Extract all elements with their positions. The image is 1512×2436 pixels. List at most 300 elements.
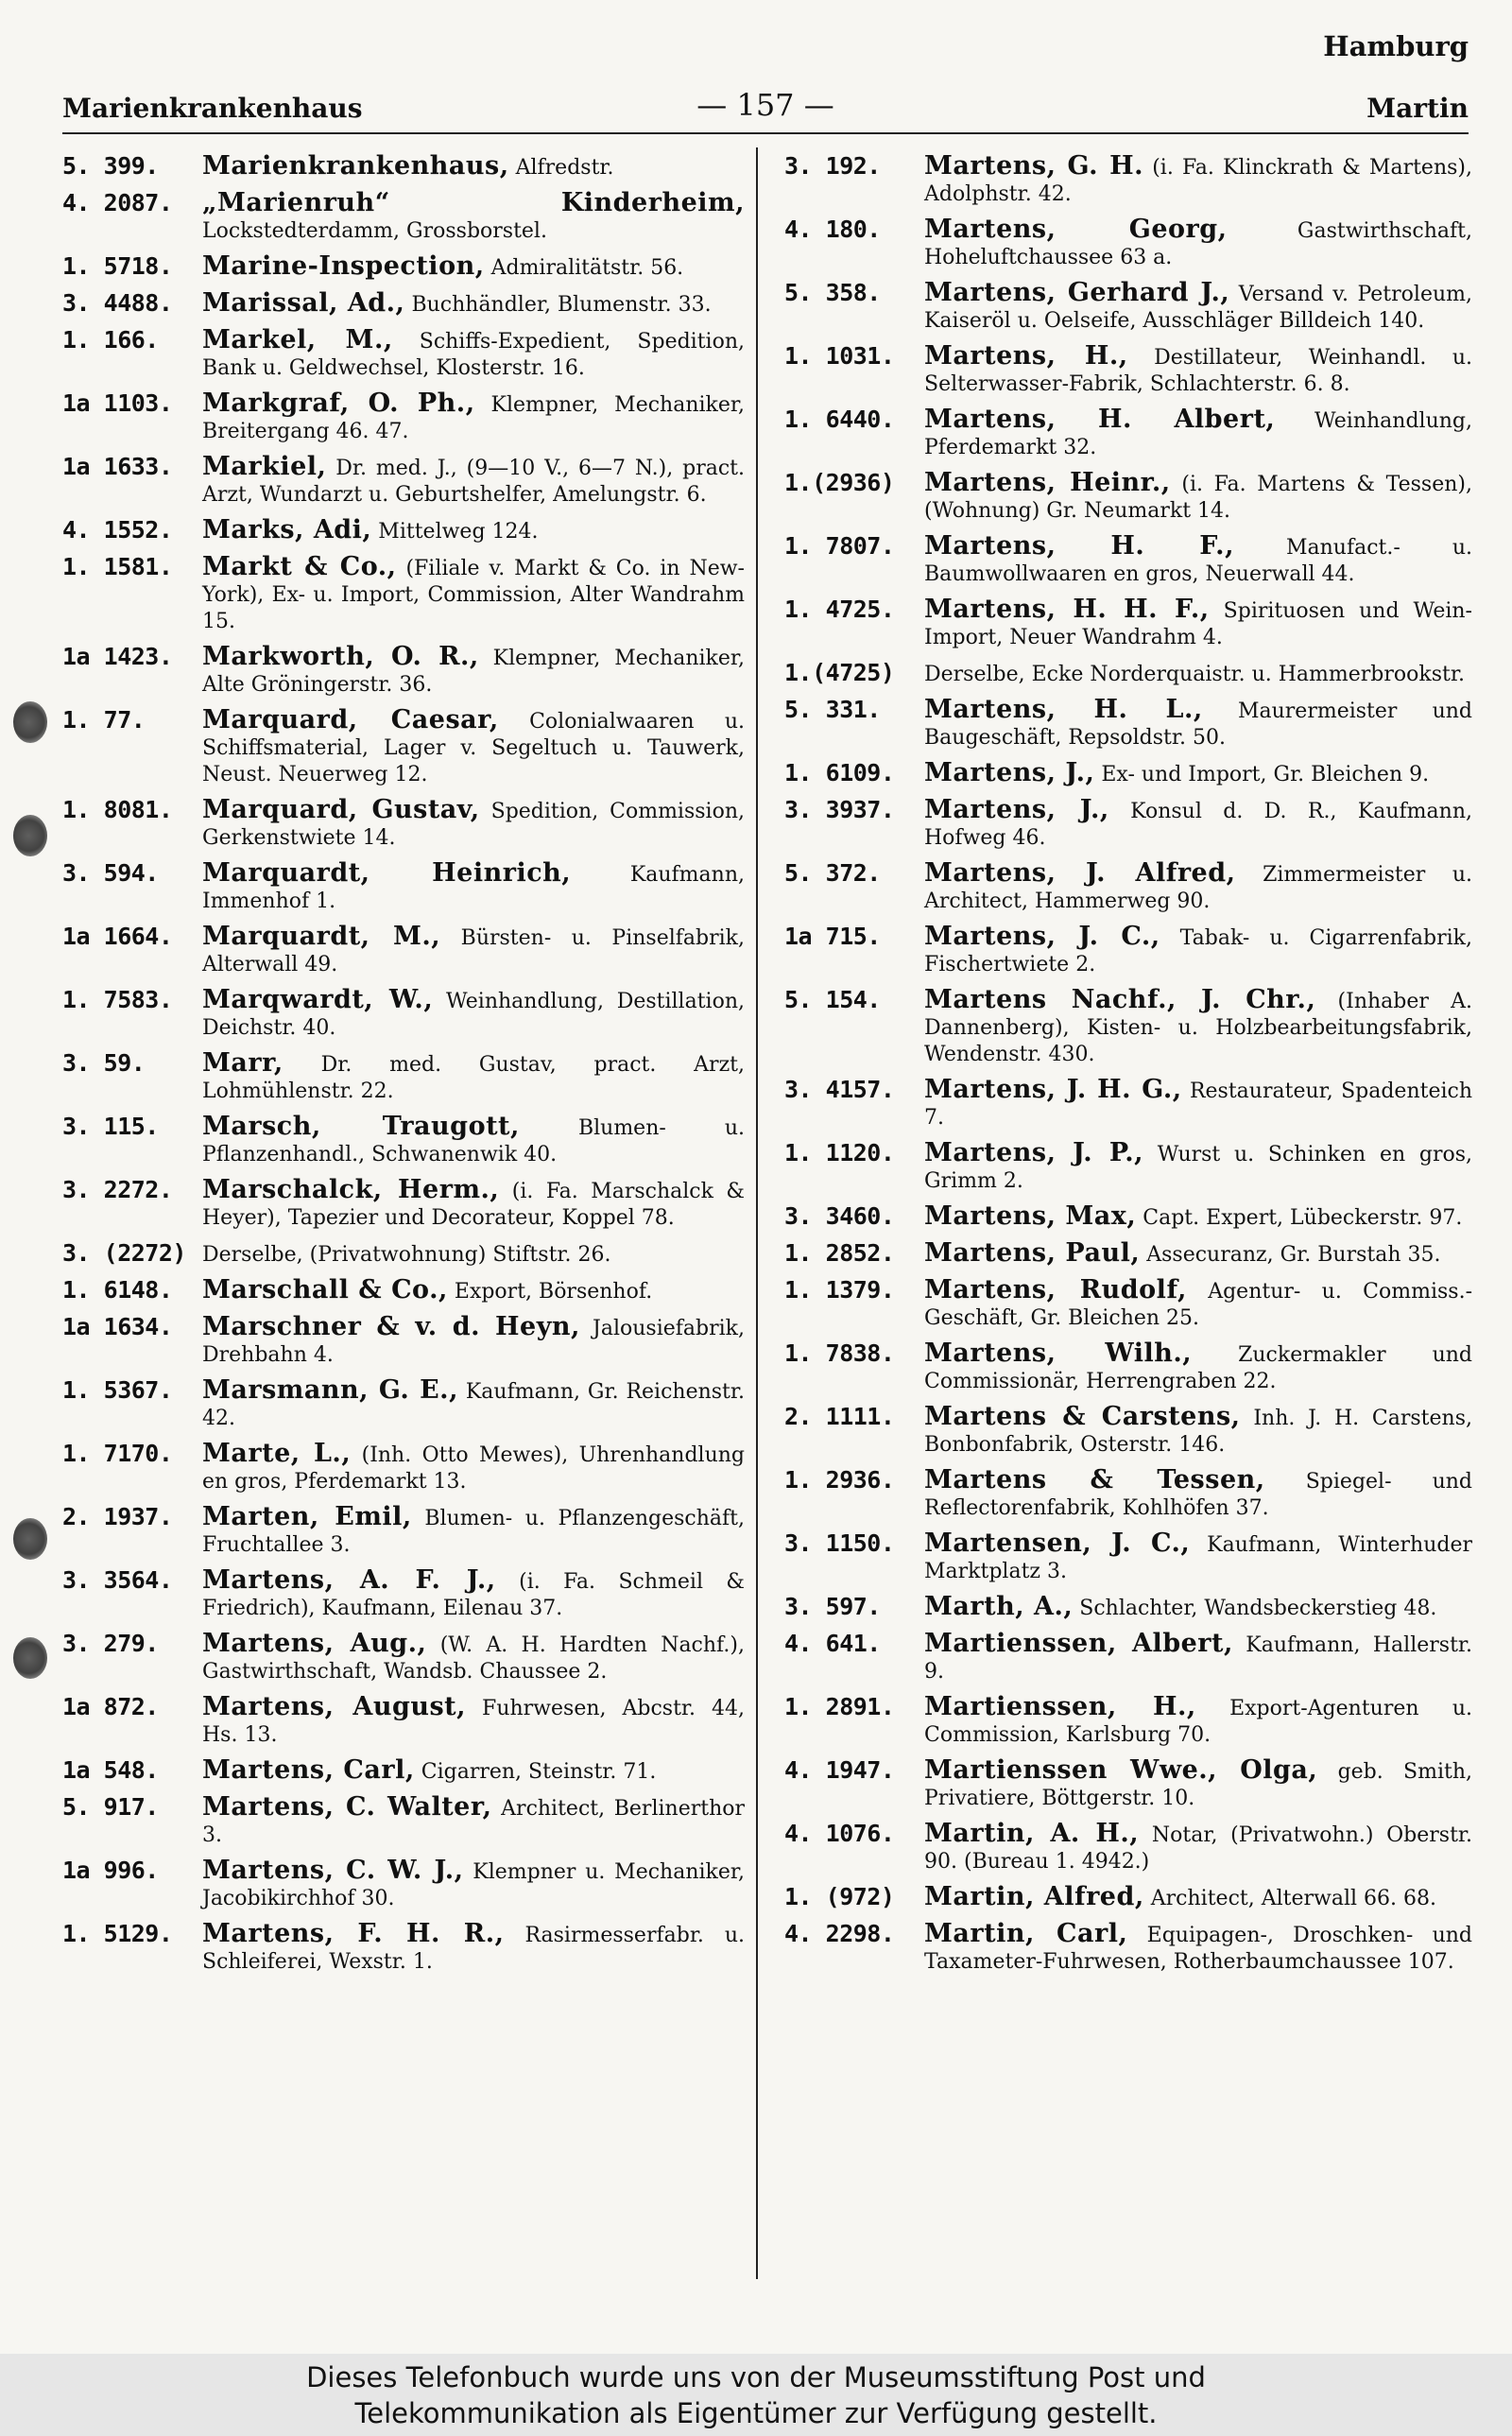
directory-entry — [62, 153, 745, 181]
entry-text — [202, 797, 745, 852]
entry-details: Bürsten- u. Pinselfabrik, Alterwall 49. — [202, 926, 745, 976]
directory-entry — [62, 1314, 745, 1369]
entry-text — [924, 596, 1472, 651]
directory-entry — [784, 1821, 1472, 1875]
entry-text — [202, 1567, 745, 1622]
punch-hole-icon — [13, 1518, 47, 1560]
subscriber-name: Martens, H., — [924, 341, 1128, 371]
phone-number: 1. 4725. — [784, 596, 895, 623]
subscriber-name: Martens, J. H. G., — [924, 1075, 1182, 1104]
phone-number: 3. 59. — [62, 1049, 146, 1077]
entry-text — [202, 554, 745, 635]
entry-details: Schlachter, Wandsbeckerstieg 48. — [1073, 1597, 1437, 1620]
entry-text — [202, 1631, 745, 1685]
entry-details: Zuckermakler und Commissionär, Herrengraben 22. — [924, 1343, 1472, 1393]
subscriber-name: Martin, A. H., — [924, 1819, 1140, 1848]
subscriber-name: Martens, Paul, — [924, 1238, 1141, 1268]
subscriber-name: Martens, Gerhard J., — [924, 278, 1230, 307]
entry-details: Capt. Expert, Lübeckerstr. 97. — [1136, 1206, 1463, 1230]
entry-details: Schiffs-Expedient, Spedition, Bank u. Geldwechsel, Klosterstr. 16. — [202, 330, 745, 380]
phone-number: 5. 372. — [784, 859, 881, 887]
punch-hole-icon — [13, 1637, 47, 1679]
entry-details: Ex- und Import, Gr. Bleichen 9. — [1094, 763, 1430, 786]
punch-hole-icon — [13, 815, 47, 856]
subscriber-name: Marth, A., — [924, 1592, 1074, 1621]
phone-number: 1a 1633. — [62, 453, 173, 480]
subscriber-name: Martens, H. Albert, — [924, 405, 1276, 434]
directory-entry — [62, 517, 745, 545]
directory-entry — [62, 1567, 745, 1622]
entry-text — [202, 1921, 745, 1976]
entry-details: (i. Fa. Marschalck & Heyer), Tapezier und Decorateur, Koppel 78. — [202, 1180, 745, 1230]
directory-entry — [62, 290, 745, 319]
entry-details: Versand v. Petroleum, Kaiseröl u. Oelseife, Ausschläger Billdeich 140. — [924, 283, 1472, 333]
entry-details: Export, Börsenhof. — [447, 1280, 653, 1304]
subscriber-name: Martens, G. H. — [924, 151, 1144, 181]
entry-details: Agentur- u. Commiss.-Geschäft, Gr. Bleichen 25. — [924, 1280, 1472, 1330]
subscriber-name: Martens, Heinr., — [924, 468, 1171, 497]
entry-details: Export-Agenturen u. Commission, Karlsburg 70. — [924, 1697, 1473, 1747]
directory-entry — [784, 697, 1472, 752]
entry-details: Kaufmann, Gr. Reichenstr. 42. — [202, 1380, 745, 1430]
phone-number: 5. 917. — [62, 1793, 159, 1821]
subscriber-name: Martin, Alfred, — [924, 1882, 1144, 1911]
subscriber-name: Marissal, Ad., — [202, 288, 405, 318]
entry-text — [202, 190, 745, 245]
directory-entry — [62, 1921, 745, 1976]
subscriber-name: Marks, Adi, — [202, 515, 372, 544]
entry-details: Manufact.- u. Baumwollwaaren en gros, Neuerwall 44. — [924, 536, 1472, 586]
entry-text — [202, 1114, 745, 1168]
entry-text — [202, 1377, 745, 1432]
entry-details: Spirituosen und Wein-Import, Neuer Wandrahm 4. — [924, 599, 1472, 649]
subscriber-name: Marte, L., — [202, 1439, 352, 1468]
entry-details: Zimmermeister u. Architect, Hammerweg 90. — [924, 863, 1472, 913]
directory-entry — [784, 533, 1472, 588]
directory-entry — [62, 1277, 745, 1305]
entry-text — [202, 454, 745, 509]
directory-entry — [62, 390, 745, 445]
phone-number: 1. 8081. — [62, 796, 173, 823]
phone-number: 1. 7583. — [62, 986, 173, 1013]
entry-text — [924, 533, 1472, 588]
entry-details: Restaurateur, Spadenteich 7. — [924, 1080, 1472, 1130]
directory-entry — [784, 1694, 1472, 1749]
phone-number: 2. 1111. — [784, 1403, 895, 1430]
entry-text — [202, 1314, 745, 1369]
entry-text — [202, 1794, 745, 1849]
subscriber-name: Marsch, Traugott, — [202, 1112, 520, 1141]
entry-text — [202, 253, 745, 282]
phone-number: 3. 3460. — [784, 1202, 895, 1230]
subscriber-name: Martens, Aug., — [202, 1629, 427, 1658]
phone-number: 3. 192. — [784, 152, 881, 180]
entry-text — [924, 1821, 1472, 1875]
phone-number: 1. 2852. — [784, 1239, 895, 1267]
phone-number: 1. 6440. — [784, 406, 895, 433]
entry-text — [924, 987, 1472, 1068]
phone-number: 4. 1947. — [784, 1756, 895, 1784]
entry-text — [924, 1884, 1472, 1912]
entry-text — [924, 1631, 1472, 1685]
entry-text — [924, 860, 1472, 915]
phone-number: 1. 1120. — [784, 1139, 895, 1166]
entry-text — [202, 1694, 745, 1749]
entry-text — [924, 406, 1472, 461]
entry-details: Derselbe, (Privatwohnung) Stiftstr. 26. — [202, 1243, 611, 1267]
column-divider — [756, 147, 758, 2279]
entry-details: (Inhaber A. Dannenberg), Kisten- u. Holzbearbeitungsfabrik, Wendenstr. 430. — [924, 990, 1472, 1066]
entry-text — [924, 697, 1472, 752]
entry-text — [202, 644, 745, 699]
directory-entry — [784, 660, 1472, 688]
entry-text — [924, 760, 1472, 788]
directory-entry — [784, 1467, 1472, 1522]
subscriber-name: Martens, A. F. J., — [202, 1565, 496, 1595]
entry-text — [202, 390, 745, 445]
subscriber-name: Martin, Carl, — [924, 1919, 1128, 1948]
phone-number: 1. 5129. — [62, 1920, 173, 1947]
subscriber-name: Martens, H. F., — [924, 531, 1234, 561]
directory-entry — [784, 1631, 1472, 1685]
entry-text — [924, 1921, 1472, 1976]
subscriber-name: Markt & Co., — [202, 552, 397, 581]
directory-entry — [784, 1077, 1472, 1132]
entry-text — [202, 1757, 745, 1786]
subscriber-name: Martienssen Wwe., Olga, — [924, 1755, 1318, 1785]
phone-number: 1a 715. — [784, 923, 881, 950]
entry-details: (i. Fa. Klinckrath & Martens), Adolphstr. 42. — [924, 156, 1472, 206]
directory-entry — [62, 1694, 745, 1749]
entry-details: Alfredstr. — [508, 156, 614, 180]
subscriber-name: Markiel, — [202, 452, 327, 481]
directory-entry — [62, 1240, 745, 1269]
directory-entry — [784, 760, 1472, 788]
directory-entry — [784, 924, 1472, 978]
directory-entry — [62, 1757, 745, 1786]
phone-number: 2. 1937. — [62, 1503, 173, 1530]
directory-entry — [784, 1203, 1472, 1232]
phone-number: 1a 548. — [62, 1756, 159, 1784]
entry-text — [924, 1467, 1472, 1522]
entry-details: Spiegel- und Reflectorenfabrik, Kohlhöfen 37. — [924, 1470, 1472, 1520]
subscriber-name: Martienssen, H., — [924, 1692, 1196, 1721]
entry-details: geb. Smith, Privatiere, Böttgerstr. 10. — [924, 1760, 1473, 1810]
subscriber-name: Martens, J., — [924, 758, 1095, 787]
phone-number: 5. 399. — [62, 152, 159, 180]
directory-entry — [784, 987, 1472, 1068]
subscriber-name: Marsmann, G. E., — [202, 1375, 458, 1405]
entry-text — [924, 470, 1472, 525]
entry-text — [924, 1340, 1472, 1395]
city-heading: Hamburg — [1323, 30, 1469, 62]
entry-details: Inh. J. H. Carstens, Bonbonfabrik, Osterstr. 146. — [924, 1407, 1472, 1457]
entry-text — [202, 290, 745, 319]
subscriber-name: Martens, Rudolf, — [924, 1275, 1187, 1304]
subscriber-name: Marquard, Caesar, — [202, 705, 499, 734]
phone-number: 1. 7170. — [62, 1440, 173, 1467]
subscriber-name: Marine-Inspection, — [202, 251, 485, 281]
directory-entry — [62, 707, 745, 788]
phone-number: 3. (2272) — [62, 1239, 186, 1267]
phone-number: 1.(4725) — [784, 659, 895, 686]
entry-text — [924, 1240, 1472, 1269]
entry-text — [202, 707, 745, 788]
subscriber-name: Marten, Emil, — [202, 1502, 412, 1531]
subscriber-name: Martens, J., — [924, 795, 1109, 824]
entry-text — [202, 1240, 745, 1269]
phone-number: 1. 2891. — [784, 1693, 895, 1720]
entry-text — [202, 1504, 745, 1559]
entry-text — [924, 1203, 1472, 1232]
directory-entry — [784, 1340, 1472, 1395]
running-header — [62, 87, 1469, 129]
footer-line-2: Telekommunikation als Eigentümer zur Verfügung gestellt. — [354, 2397, 1158, 2429]
phone-number: 1a 1103. — [62, 389, 173, 417]
entry-text — [924, 1594, 1472, 1622]
phone-number: 1.(2936) — [784, 469, 895, 496]
entry-details: Admiralitätstr. 56. — [484, 256, 684, 280]
phone-number: 1a 1634. — [62, 1313, 173, 1340]
directory-entry — [784, 860, 1472, 915]
entry-details: Spedition, Commission, Gerkenstwiete 14. — [202, 800, 745, 850]
directory-entry — [784, 596, 1472, 651]
subscriber-name: Marschall & Co., — [202, 1275, 448, 1304]
directory-entry — [784, 1884, 1472, 1912]
directory-entry — [784, 343, 1472, 398]
phone-number: 4. 180. — [784, 216, 881, 243]
phone-number: 1. 6148. — [62, 1276, 173, 1304]
entry-details: Dr. med. J., (9—10 V., 6—7 N.), pract. Arzt, Wundarzt u. Geburtshelfer, Amelungstr. 6. — [202, 457, 745, 507]
entry-details: Lockstedterdamm, Grossborstel. — [202, 219, 547, 243]
phone-number: 1. 6109. — [784, 759, 895, 786]
subscriber-name: Martens, Carl, — [202, 1755, 415, 1785]
subscriber-name: Martens, H. L., — [924, 695, 1203, 724]
entry-details: Kaufmann, Winterhuder Marktplatz 3. — [924, 1533, 1472, 1583]
header-first-entry: Marienkrankenhaus — [62, 93, 363, 124]
entry-text — [924, 660, 1472, 688]
phone-number: 4. 2298. — [784, 1920, 895, 1947]
entry-text — [202, 924, 745, 978]
subscriber-name: „Marienruh“ Kinderheim, — [202, 188, 745, 217]
entry-details: Klempner, Mechaniker, Alte Gröningerstr. 36. — [202, 647, 745, 697]
entry-details: Destillateur, Weinhandl. u. Selterwasser-Fabrik, Schlachterstr. 6. 8. — [924, 346, 1473, 396]
phone-number: 1. 2936. — [784, 1466, 895, 1494]
subscriber-name: Markgraf, O. Ph., — [202, 389, 475, 418]
phone-number: 4. 2087. — [62, 189, 173, 216]
entry-text — [202, 517, 745, 545]
subscriber-name: Marquard, Gustav, — [202, 795, 480, 824]
directory-entry — [784, 1757, 1472, 1812]
subscriber-name: Martens, J. Alfred, — [924, 858, 1236, 888]
directory-entry — [784, 1594, 1472, 1622]
entry-details: Konsul d. D. R., Kaufmann, Hofweg 46. — [924, 800, 1472, 850]
entry-details: Derselbe, Ecke Norderquaistr. u. Hammerbrookstr. — [924, 663, 1465, 686]
directory-entry — [784, 1240, 1472, 1269]
entry-text — [202, 1441, 745, 1495]
directory-entry — [62, 327, 745, 382]
subscriber-name: Marqwardt, W., — [202, 985, 434, 1014]
phone-number: 1. 5718. — [62, 252, 173, 280]
entry-text — [202, 327, 745, 382]
phone-number: 3. 115. — [62, 1113, 159, 1140]
entry-details: Gastwirthschaft, Hoheluftchaussee 63 a. — [924, 219, 1472, 269]
phone-number: 1. 166. — [62, 326, 159, 354]
phone-number: 1. 1581. — [62, 553, 173, 580]
phone-number: 5. 331. — [784, 696, 881, 723]
directory-entry — [784, 1921, 1472, 1976]
phone-number: 4. 1552. — [62, 516, 173, 544]
entry-text — [202, 153, 745, 181]
directory-entry — [784, 1404, 1472, 1459]
phone-number: 1a 872. — [62, 1693, 159, 1720]
directory-entry — [784, 1530, 1472, 1585]
directory-entry — [62, 644, 745, 699]
subscriber-name: Martensen, J. C., — [924, 1529, 1191, 1558]
phone-number: 3. 597. — [784, 1593, 881, 1620]
entry-details: Klempner u. Mechaniker, Jacobikirchhof 30. — [202, 1860, 745, 1910]
subscriber-name: Martens, F. H. R., — [202, 1919, 505, 1948]
directory-entry — [62, 1794, 745, 1849]
subscriber-name: Martens & Tessen, — [924, 1465, 1265, 1494]
entry-text — [924, 1404, 1472, 1459]
entry-text — [202, 1857, 745, 1912]
entry-text — [924, 153, 1472, 208]
directory-entry — [62, 1114, 745, 1168]
entry-details: (W. A. H. Hardten Nachf.), Gastwirthschaft, Wandsb. Chaussee 2. — [202, 1633, 745, 1684]
entry-details: Architect, Alterwall 66. 68. — [1143, 1887, 1436, 1910]
header-last-entry: Martin — [1366, 93, 1469, 124]
entry-text — [202, 987, 745, 1042]
phone-number: 5. 358. — [784, 279, 881, 306]
entry-details: Fuhrwesen, Abcstr. 44, Hs. 13. — [202, 1697, 745, 1747]
subscriber-name: Markel, M., — [202, 325, 393, 354]
directory-entry — [62, 190, 745, 245]
directory-entry — [784, 406, 1472, 461]
subscriber-name: Marienkrankenhaus, — [202, 151, 509, 181]
page-number: — 157 — — [696, 87, 834, 123]
entry-text — [202, 860, 745, 915]
entry-details: (i. Fa. Schmeil & Friedrich), Kaufmann, Eilenau 37. — [202, 1570, 745, 1620]
subscriber-name: Martens, Georg, — [924, 215, 1228, 244]
directory-entry — [62, 987, 745, 1042]
entry-text — [924, 216, 1472, 271]
subscriber-name: Martens Nachf., J. Chr., — [924, 985, 1316, 1014]
phone-number: 3. 3564. — [62, 1566, 173, 1594]
phone-number: 1. 5367. — [62, 1376, 173, 1404]
phone-number: 3. 2272. — [62, 1176, 173, 1203]
subscriber-name: Marr, — [202, 1048, 284, 1078]
subscriber-name: Martens, C. W. J., — [202, 1856, 464, 1885]
directory-entry — [62, 1050, 745, 1105]
subscriber-name: Marschalck, Herm., — [202, 1175, 500, 1204]
phone-number: 4. 1076. — [784, 1820, 895, 1847]
phone-number: 1. 7838. — [784, 1339, 895, 1367]
phone-number: 3. 279. — [62, 1630, 159, 1657]
directory-entry — [62, 1857, 745, 1912]
subscriber-name: Martens & Carstens, — [924, 1402, 1241, 1431]
subscriber-name: Martens, C. Walter, — [202, 1792, 492, 1822]
entry-details: Wurst u. Schinken en gros, Grimm 2. — [924, 1143, 1472, 1193]
directory-entry — [784, 1140, 1472, 1195]
directory-entry — [62, 1377, 745, 1432]
entry-details: Colonialwaaren u. Schiffsmaterial, Lager v. Segeltuch u. Tauwerk, Neust. Neuerweg 12. — [202, 710, 745, 786]
left-column — [62, 153, 745, 1984]
phone-number: 1. 7807. — [784, 532, 895, 560]
entry-details: Cigarren, Steinstr. 71. — [414, 1760, 657, 1784]
entry-details: Rasirmesserfabr. u. Schleiferei, Wexstr. 1. — [202, 1924, 745, 1974]
phone-number: 1a 1423. — [62, 643, 173, 670]
entry-details: (Filiale v. Markt & Co. in New-York), Ex- u. Import, Commission, Alter Wandrahm 15. — [202, 557, 745, 633]
subscriber-name: Martens, J. C., — [924, 922, 1160, 951]
entry-details: (Inh. Otto Mewes), Uhrenhandlung en gros, Pferdemarkt 13. — [202, 1443, 745, 1494]
entry-text — [924, 1757, 1472, 1812]
subscriber-name: Marquardt, M., — [202, 922, 441, 951]
entry-details: Weinhandlung, Pferdemarkt 32. — [924, 409, 1472, 459]
entry-text — [924, 924, 1472, 978]
subscriber-name: Martens, Wilh., — [924, 1339, 1193, 1368]
directory-entry — [62, 797, 745, 852]
phone-number: 1. 1379. — [784, 1276, 895, 1304]
entry-details: Klempner, Mechaniker, Breitergang 46. 47. — [202, 393, 745, 443]
punch-hole-icon — [13, 701, 47, 743]
entry-details: Assecuranz, Gr. Burstah 35. — [1140, 1243, 1441, 1267]
directory-entry — [62, 1504, 745, 1559]
directory-entry — [62, 1177, 745, 1232]
directory-entry — [62, 454, 745, 509]
entry-text — [924, 1694, 1472, 1749]
subscriber-name: Martens, J. P., — [924, 1138, 1143, 1167]
subscriber-name: Marquardt, Heinrich, — [202, 858, 572, 888]
entry-details: Mittelweg 124. — [371, 520, 539, 544]
directory-entry — [62, 1631, 745, 1685]
phone-number: 1. (972) — [784, 1883, 895, 1910]
entry-text — [924, 343, 1472, 398]
entry-text — [202, 1277, 745, 1305]
phone-number: 3. 3937. — [784, 796, 895, 823]
entry-text — [202, 1050, 745, 1105]
directory-entry — [784, 1277, 1472, 1332]
phone-number: 1. 77. — [62, 706, 146, 734]
entry-details: Tabak- u. Cigarrenfabrik, Fischertwiete 2. — [924, 926, 1472, 976]
phone-number: 1a 996. — [62, 1857, 159, 1884]
directory-entry — [784, 280, 1472, 335]
footer-notice — [0, 2354, 1512, 2436]
entry-details: Weinhandlung, Destillation, Deichstr. 40. — [202, 990, 745, 1040]
directory-entry — [784, 470, 1472, 525]
directory-entry — [784, 153, 1472, 208]
right-column — [784, 153, 1472, 1984]
phone-number: 1a 1664. — [62, 923, 173, 950]
entry-details: Maurermeister und Baugeschäft, Repsoldstr. 50. — [924, 700, 1472, 750]
entry-text — [924, 1530, 1472, 1585]
entry-details: Buchhändler, Blumenstr. 33. — [404, 293, 712, 317]
directory-entry — [62, 1441, 745, 1495]
phone-number: 3. 4488. — [62, 289, 173, 317]
entry-text — [924, 1077, 1472, 1132]
directory-entry — [784, 216, 1472, 271]
directory-entry — [62, 860, 745, 915]
subscriber-name: Martens, August, — [202, 1692, 467, 1721]
subscriber-name: Martens, Max, — [924, 1201, 1137, 1231]
directory-entry — [784, 797, 1472, 852]
subscriber-name: Martens, H. H. F., — [924, 595, 1210, 624]
entry-details: Blumen- u. Pflanzenhandl., Schwanenwik 40. — [202, 1116, 745, 1166]
entry-details: Blumen- u. Pflanzengeschäft, Fruchtallee 3. — [202, 1507, 746, 1557]
entry-text — [924, 280, 1472, 335]
directory-entry — [62, 554, 745, 635]
entry-details: Kaufmann, Immenhof 1. — [202, 863, 745, 913]
